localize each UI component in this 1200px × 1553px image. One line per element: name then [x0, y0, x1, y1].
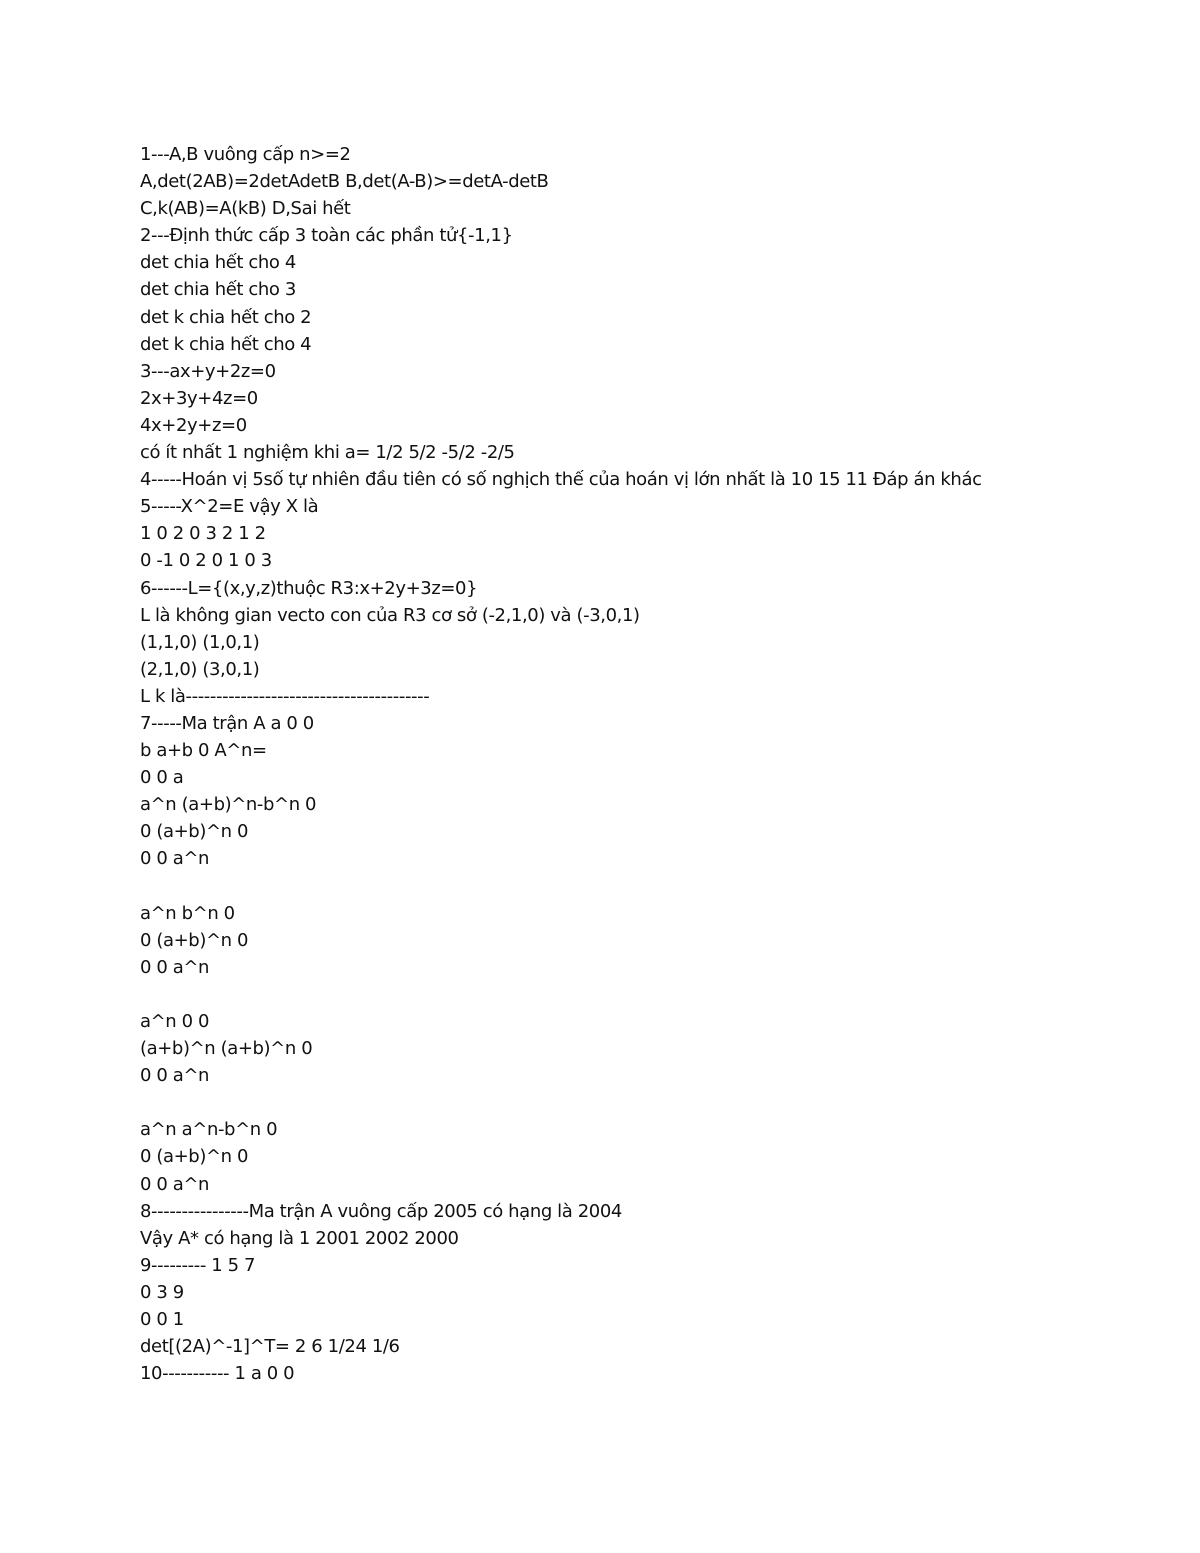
text-line: a^n 0 0 [140, 1011, 210, 1032]
text-line: 8----------------Ma trận A vuông cấp 2005 có hạng là 2004 [140, 1200, 622, 1222]
text-line: 10----------- 1 a 0 0 [140, 1363, 295, 1385]
blank-line [140, 981, 1140, 1008]
blank-line [140, 1089, 1140, 1116]
text-line: 7-----Ma trận A a 0 0 [140, 712, 314, 734]
text-line: Vậy A* có hạng là 1 2001 2002 2000 [140, 1227, 459, 1249]
text-line: (2,1,0) (3,0,1) [140, 658, 260, 680]
text-line: 0 -1 0 2 0 1 0 3 [140, 550, 272, 572]
text-line: 1 0 2 0 3 2 1 2 [140, 523, 266, 545]
text-line: 0 0 a^n [140, 848, 210, 870]
text-line: 5-----X^2=E vậy X là [140, 496, 319, 518]
text-line: 0 (a+b)^n 0 [140, 821, 249, 843]
text-line: 0 (a+b)^n 0 [140, 1146, 249, 1168]
text-line: det chia hết cho 3 [140, 279, 296, 301]
text-line: 1---A,B vuông cấp n>=2 [140, 144, 351, 165]
text-line: có ít nhất 1 nghiệm khi a= 1/2 5/2 -5/2 -2/5 [140, 442, 515, 464]
text-line: 0 0 a^n [140, 1065, 210, 1087]
text-line: b a+b 0 A^n= [140, 740, 267, 762]
text-line: 2---Định thức cấp 3 toàn các phần tử{-1,1} [140, 225, 513, 247]
text-line: 0 0 a^n [140, 1173, 210, 1195]
text-line: C,k(AB)=A(kB) D,Sai hết [140, 198, 351, 220]
text-line: (1,1,0) (1,0,1) [140, 631, 260, 653]
text-line: 4-----Hoán vị 5số tự nhiên đầu tiên có số nghịch thế của hoán vị lớn nhất là 10 15 11 Đáp án khác [140, 469, 982, 491]
text-line: 4x+2y+z=0 [140, 414, 247, 436]
text-line: a^n b^n 0 [140, 902, 235, 924]
document-body [140, 141, 1140, 1387]
text-line: det[(2A)^-1]^T= 2 6 1/24 1/6 [140, 1336, 400, 1358]
text-line: det k chia hết cho 2 [140, 306, 312, 328]
text-line: 6------L={(x,y,z)thuộc R3:x+2y+3z=0} [140, 577, 478, 599]
text-line: a^n a^n-b^n 0 [140, 1119, 278, 1141]
text-line: L là không gian vecto con của R3 cơ sở (-2,1,0) và (-3,0,1) [140, 604, 640, 626]
text-line: a^n (a+b)^n-b^n 0 [140, 794, 317, 816]
text-line: 3---ax+y+2z=0 [140, 360, 276, 382]
text-line: (a+b)^n (a+b)^n 0 [140, 1038, 313, 1060]
text-line: 0 3 9 [140, 1281, 184, 1303]
blank-line [140, 873, 1140, 900]
text-line: L k là---------------------------------------- [140, 685, 430, 707]
text-line: 0 0 a^n [140, 956, 210, 978]
text-line: 9--------- 1 5 7 [140, 1254, 256, 1276]
text-line: 0 (a+b)^n 0 [140, 929, 249, 951]
text-line: 0 0 a [140, 767, 184, 789]
text-line: 2x+3y+4z=0 [140, 387, 258, 409]
text-line: det chia hết cho 4 [140, 252, 296, 274]
text-line: 0 0 1 [140, 1309, 184, 1331]
text-line: det k chia hết cho 4 [140, 333, 312, 355]
text-line: A,det(2AB)=2detAdetB B,det(A-B)>=detA-detB [140, 171, 549, 193]
